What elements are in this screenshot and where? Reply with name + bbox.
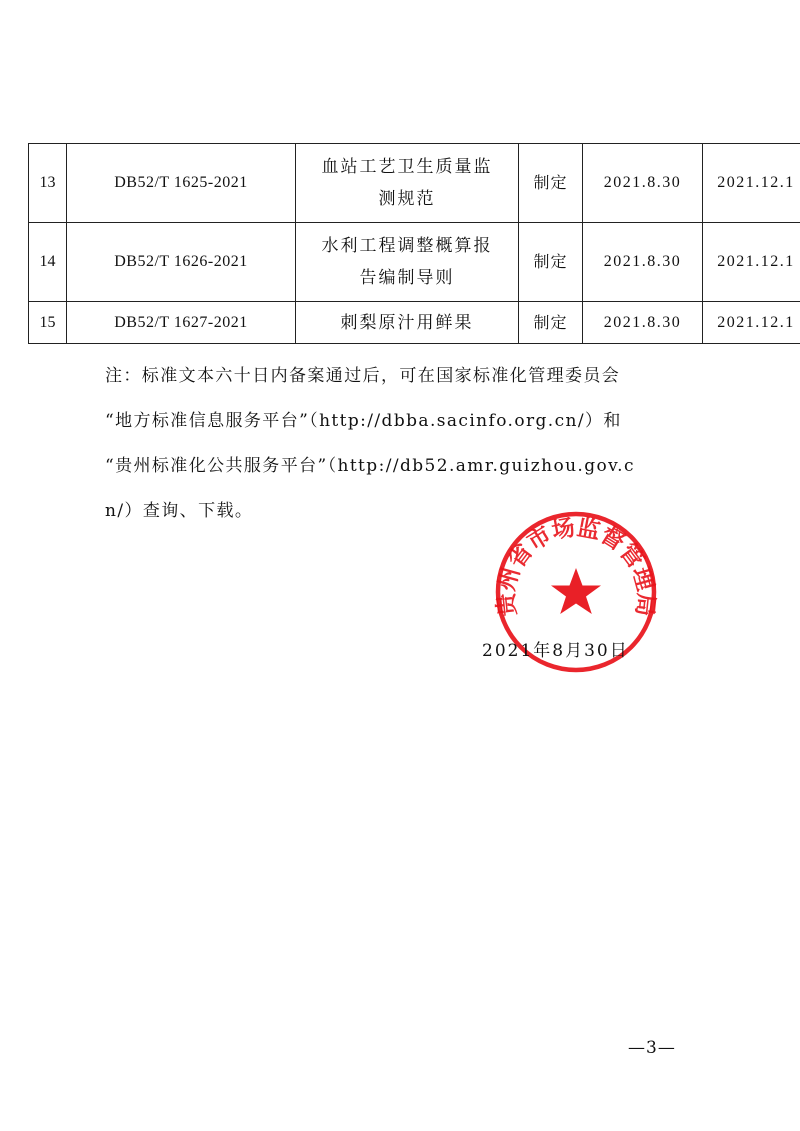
signature-date: 2021年8月30日 [482, 641, 629, 661]
standard-type: 制定 [519, 144, 583, 223]
seal-text: 贵州省市场监督管理局 [493, 514, 659, 618]
note-line: n/）查询、下载。 [105, 501, 254, 521]
row-index: 14 [29, 223, 67, 302]
standard-type: 制定 [519, 302, 583, 344]
table-row [29, 144, 800, 223]
page-number: —3— [628, 1038, 676, 1058]
standard-code: DB52/T 1626-2021 [67, 223, 296, 302]
standard-code: DB52/T 1627-2021 [67, 302, 296, 344]
table-row [29, 223, 800, 302]
publish-date: 2021.8.30 [583, 223, 703, 302]
standard-name-line2: 测规范 [378, 189, 436, 209]
effective-date: 2021.12.1 [703, 223, 800, 302]
table-row [29, 302, 800, 344]
note-line: “地方标准信息服务平台”（http://dbba.sacinfo.org.cn/）和 [105, 411, 622, 431]
note-line: 注：标准文本六十日内备案通过后，可在国家标准化管理委员会 [105, 366, 621, 386]
note-paragraph [105, 354, 717, 534]
effective-date: 2021.12.1 [703, 144, 800, 223]
publish-date: 2021.8.30 [583, 144, 703, 223]
standard-name-line1: 水利工程调整概算报 [321, 236, 493, 256]
standard-name [296, 144, 519, 223]
star-icon [551, 568, 601, 614]
standard-name: 刺梨原汁用鲜果 [296, 302, 519, 344]
standard-code: DB52/T 1625-2021 [67, 144, 296, 223]
row-index: 13 [29, 144, 67, 223]
publish-date: 2021.8.30 [583, 302, 703, 344]
standard-type: 制定 [519, 223, 583, 302]
effective-date: 2021.12.1 [703, 302, 800, 344]
standards-table [28, 143, 800, 344]
standard-name-line1: 血站工艺卫生质量监 [321, 157, 493, 177]
note-line: “贵州标准化公共服务平台”（http://db52.amr.guizhou.gov.c [105, 456, 635, 476]
standard-name-line2: 告编制导则 [359, 268, 455, 288]
row-index: 15 [29, 302, 67, 344]
standard-name [296, 223, 519, 302]
